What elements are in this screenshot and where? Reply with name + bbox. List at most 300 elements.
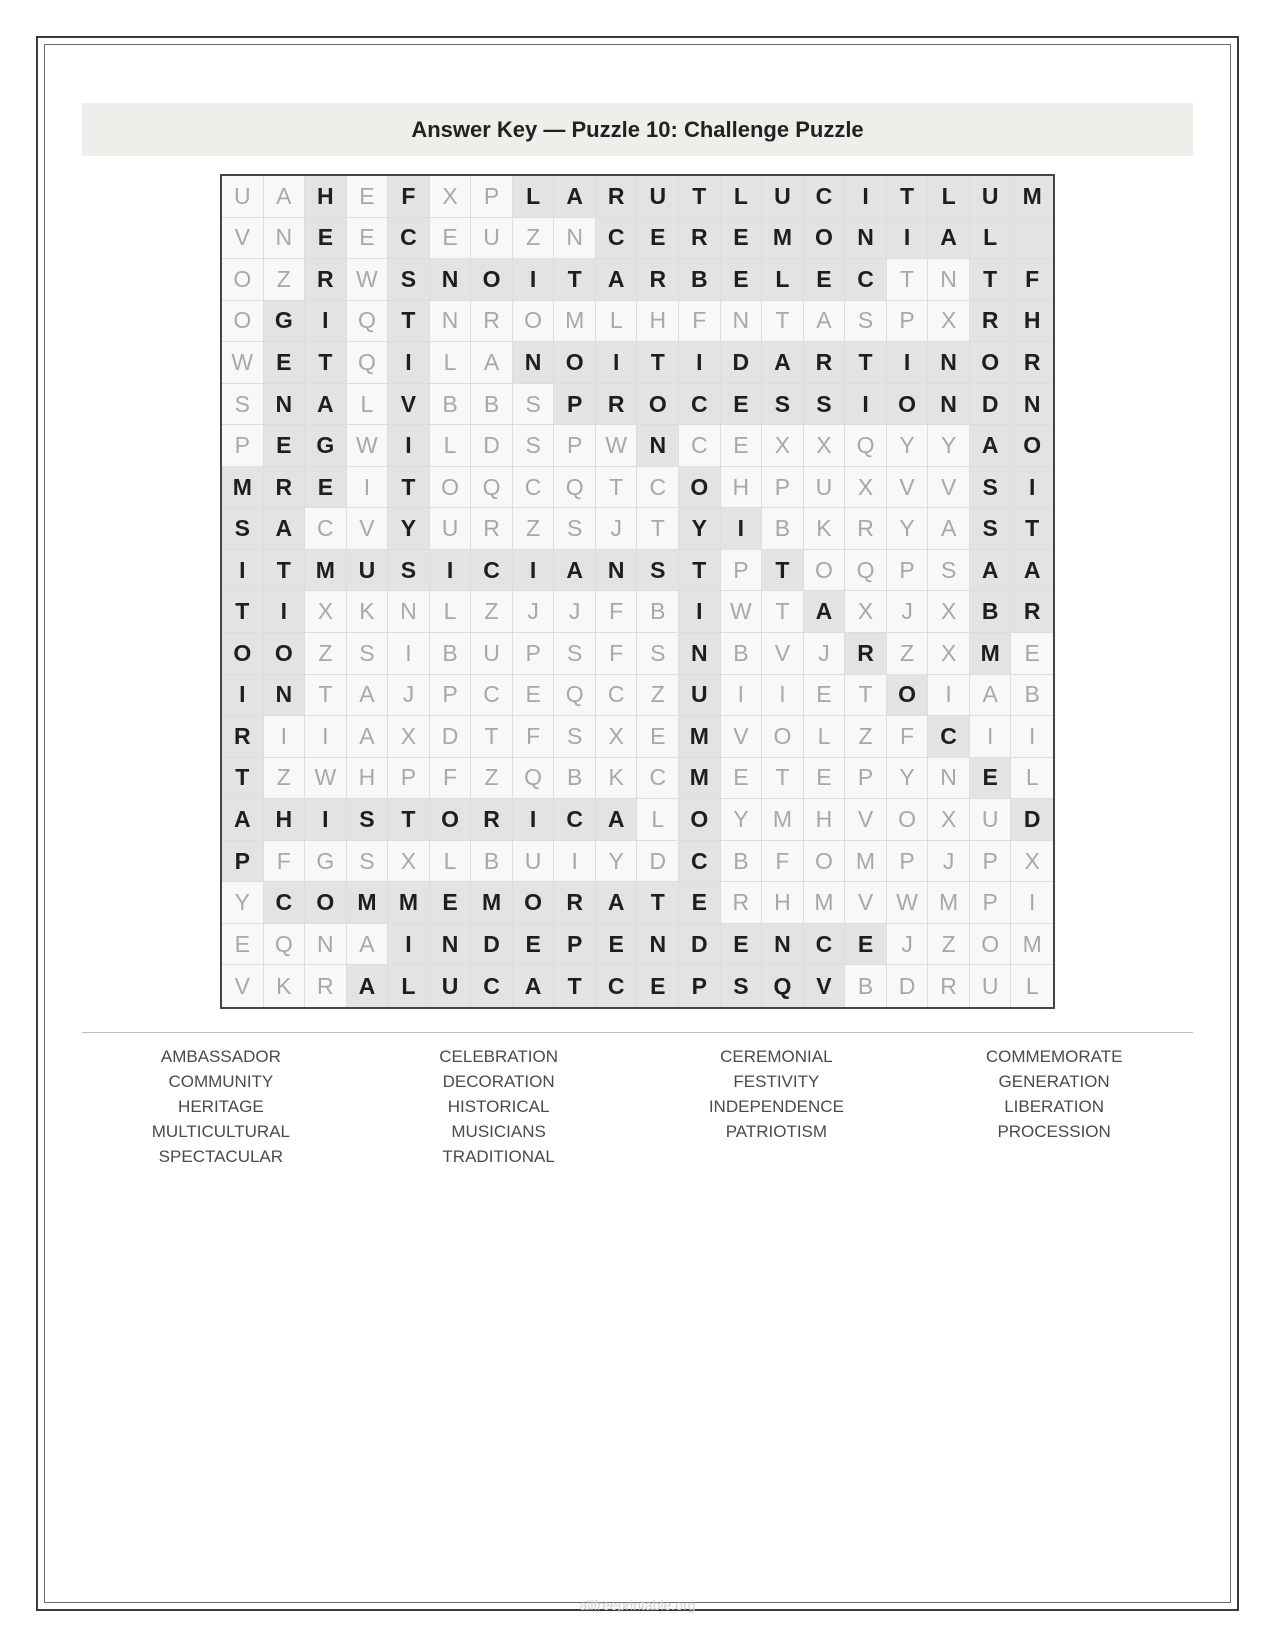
grid-cell: N (264, 218, 306, 260)
grid-cell-highlighted: N (637, 924, 679, 966)
grid-cell-highlighted: E (637, 965, 679, 1007)
grid-cell-highlighted: C (679, 841, 721, 883)
grid-cell: B (430, 384, 472, 426)
grid-cell-highlighted: Q (762, 965, 804, 1007)
grid-cell: E (347, 218, 389, 260)
grid-cell-highlighted: I (513, 799, 555, 841)
letter-grid (222, 176, 1053, 1007)
grid-cell-highlighted: I (845, 384, 887, 426)
grid-cell: X (804, 425, 846, 467)
grid-cell-highlighted: O (970, 342, 1012, 384)
grid-cell: B (471, 384, 513, 426)
grid-cell-highlighted: C (804, 924, 846, 966)
grid-cell-highlighted: M (679, 716, 721, 758)
grid-cell: Z (264, 758, 306, 800)
grid-cell: E (1011, 633, 1053, 675)
grid-cell-highlighted: T (554, 259, 596, 301)
grid-cell: Y (928, 425, 970, 467)
grid-cell-highlighted: I (513, 550, 555, 592)
grid-cell: E (430, 218, 472, 260)
word-list-item (915, 1144, 1193, 1169)
grid-cell-highlighted: O (513, 882, 555, 924)
grid-cell-highlighted: U (762, 176, 804, 218)
grid-cell: H (762, 882, 804, 924)
grid-cell-highlighted: N (513, 342, 555, 384)
grid-cell-highlighted: E (430, 882, 472, 924)
grid-cell-highlighted: D (471, 924, 513, 966)
grid-cell-highlighted: T (222, 758, 264, 800)
grid-cell: Y (222, 882, 264, 924)
grid-cell: C (596, 675, 638, 717)
grid-cell: X (928, 633, 970, 675)
grid-cell-highlighted: E (721, 259, 763, 301)
grid-cell: L (1011, 758, 1053, 800)
grid-cell-highlighted: A (347, 965, 389, 1007)
grid-cell-highlighted: E (513, 924, 555, 966)
puzzle-title: Answer Key — Puzzle 10: Challenge Puzzle (411, 116, 864, 142)
grid-cell: J (388, 675, 430, 717)
grid-cell: W (887, 882, 929, 924)
grid-cell-highlighted: O (264, 633, 306, 675)
grid-cell: D (887, 965, 929, 1007)
grid-cell-highlighted: N (430, 259, 472, 301)
grid-cell: Z (637, 675, 679, 717)
grid-cell-highlighted: M (347, 882, 389, 924)
grid-cell: K (347, 591, 389, 633)
footer-watermark: allfreeprintable.org (579, 1597, 696, 1613)
grid-cell: P (887, 550, 929, 592)
grid-cell: V (347, 508, 389, 550)
grid-cell: M (554, 301, 596, 343)
grid-cell: X (928, 799, 970, 841)
grid-cell-highlighted: U (430, 965, 472, 1007)
grid-cell: U (430, 508, 472, 550)
grid-cell-highlighted: U (679, 675, 721, 717)
grid-cell: Q (347, 342, 389, 384)
grid-cell: I (554, 841, 596, 883)
grid-cell-highlighted: I (305, 301, 347, 343)
grid-cell-highlighted: N (1011, 384, 1053, 426)
grid-cell-highlighted: R (596, 176, 638, 218)
grid-cell-highlighted: O (887, 675, 929, 717)
grid-cell-highlighted: N (596, 550, 638, 592)
grid-cell-highlighted: C (264, 882, 306, 924)
grid-cell: B (721, 633, 763, 675)
grid-cell-highlighted: S (388, 259, 430, 301)
grid-cell: P (222, 425, 264, 467)
word-list-item: INDEPENDENCE (708, 1097, 844, 1116)
grid-cell-highlighted: I (887, 342, 929, 384)
grid-cell: A (347, 924, 389, 966)
grid-cell: Z (513, 508, 555, 550)
grid-cell: I (721, 675, 763, 717)
grid-cell: W (596, 425, 638, 467)
grid-cell-highlighted: S (804, 384, 846, 426)
grid-cell: I (970, 716, 1012, 758)
grid-cell-highlighted: T (845, 342, 887, 384)
grid-cell-highlighted: A (970, 550, 1012, 592)
word-list-item: CEREMONIAL (720, 1047, 833, 1066)
grid-cell: T (887, 259, 929, 301)
grid-cell-highlighted: R (471, 799, 513, 841)
grid-cell: B (1011, 675, 1053, 717)
grid-cell: L (430, 841, 472, 883)
word-list-item: MULTICULTURAL (151, 1122, 290, 1141)
grid-cell: H (804, 799, 846, 841)
grid-cell: E (637, 716, 679, 758)
grid-cell: V (222, 218, 264, 260)
grid-cell-highlighted: D (721, 342, 763, 384)
grid-cell-highlighted: T (679, 550, 721, 592)
grid-cell: T (762, 301, 804, 343)
grid-cell-highlighted: R (596, 384, 638, 426)
grid-cell: Y (887, 425, 929, 467)
grid-cell: W (222, 342, 264, 384)
grid-cell: S (554, 508, 596, 550)
grid-cell-highlighted: N (430, 924, 472, 966)
grid-cell-highlighted: O (679, 467, 721, 509)
grid-cell: H (347, 758, 389, 800)
grid-cell-highlighted: D (970, 384, 1012, 426)
grid-cell: S (513, 425, 555, 467)
word-list-item: HISTORICAL (447, 1097, 550, 1116)
grid-cell: O (970, 924, 1012, 966)
grid-cell-highlighted: O (222, 633, 264, 675)
grid-cell: P (970, 841, 1012, 883)
grid-cell-highlighted: R (222, 716, 264, 758)
grid-cell-highlighted: L (928, 176, 970, 218)
word-list-item: MUSICIANS (451, 1122, 546, 1141)
grid-cell: L (347, 384, 389, 426)
grid-cell-highlighted: N (637, 425, 679, 467)
grid-cell-highlighted: B (970, 591, 1012, 633)
grid-cell: S (637, 633, 679, 675)
grid-cell-highlighted: C (928, 716, 970, 758)
grid-cell: Z (471, 591, 513, 633)
grid-cell: W (721, 591, 763, 633)
grid-cell: T (845, 675, 887, 717)
grid-cell: N (388, 591, 430, 633)
grid-cell: L (637, 799, 679, 841)
grid-cell: S (845, 301, 887, 343)
grid-cell-highlighted: S (347, 799, 389, 841)
word-list-item: AMBASSADOR (160, 1047, 281, 1066)
grid-cell: M (1011, 924, 1053, 966)
grid-cell-highlighted: E (305, 218, 347, 260)
grid-cell-highlighted: C (596, 218, 638, 260)
grid-cell: A (970, 675, 1012, 717)
grid-cell-highlighted: C (679, 384, 721, 426)
grid-cell-highlighted: S (637, 550, 679, 592)
grid-cell-highlighted: C (804, 176, 846, 218)
grid-cell: W (347, 259, 389, 301)
grid-cell: Z (471, 758, 513, 800)
grid-cell: M (762, 799, 804, 841)
grid-cell-highlighted: N (679, 633, 721, 675)
grid-cell: E (804, 758, 846, 800)
word-list-item: HERITAGE (178, 1097, 264, 1116)
grid-cell-highlighted: G (264, 301, 306, 343)
grid-cell: V (721, 716, 763, 758)
grid-cell: C (637, 758, 679, 800)
word-list-item: FESTIVITY (733, 1072, 820, 1091)
grid-cell: U (471, 218, 513, 260)
grid-cell: B (762, 508, 804, 550)
grid-cell-highlighted: C (554, 799, 596, 841)
grid-cell: V (887, 467, 929, 509)
grid-cell: B (845, 965, 887, 1007)
grid-cell-highlighted: M (679, 758, 721, 800)
grid-cell: P (471, 176, 513, 218)
grid-cell-highlighted: E (804, 259, 846, 301)
grid-cell-highlighted: N (264, 384, 306, 426)
grid-cell: J (804, 633, 846, 675)
grid-cell: I (388, 633, 430, 675)
grid-cell-highlighted: T (305, 342, 347, 384)
grid-cell-highlighted: B (679, 259, 721, 301)
grid-cell-highlighted: O (804, 218, 846, 260)
grid-cell: C (471, 675, 513, 717)
grid-cell: U (804, 467, 846, 509)
grid-cell-highlighted: A (596, 882, 638, 924)
word-list-item: SPECTACULAR (158, 1147, 284, 1166)
grid-cell-highlighted: I (721, 508, 763, 550)
grid-cell-highlighted: E (679, 882, 721, 924)
grid-cell-highlighted: U (970, 176, 1012, 218)
grid-cell-highlighted: R (679, 218, 721, 260)
grid-cell: A (347, 716, 389, 758)
grid-cell-highlighted: S (970, 467, 1012, 509)
word-list (82, 1044, 1193, 1169)
grid-cell-highlighted: I (388, 924, 430, 966)
grid-cell: Q (264, 924, 306, 966)
grid-cell: A (264, 176, 306, 218)
grid-cell: O (430, 467, 472, 509)
grid-cell-highlighted: I (264, 591, 306, 633)
grid-cell: U (222, 176, 264, 218)
grid-cell: Q (845, 425, 887, 467)
grid-cell-highlighted (1011, 218, 1053, 260)
grid-cell: R (305, 965, 347, 1007)
grid-cell-highlighted: O (471, 259, 513, 301)
grid-cell: F (679, 301, 721, 343)
grid-cell: R (721, 882, 763, 924)
grid-cell: V (928, 467, 970, 509)
grid-cell: T (596, 467, 638, 509)
grid-cell: X (305, 591, 347, 633)
grid-cell-highlighted: I (513, 259, 555, 301)
grid-cell-highlighted: R (845, 633, 887, 675)
grid-cell: N (305, 924, 347, 966)
title-banner (82, 103, 1193, 156)
grid-cell: Q (471, 467, 513, 509)
grid-cell: X (1011, 841, 1053, 883)
grid-cell: E (721, 425, 763, 467)
grid-cell-highlighted: P (222, 841, 264, 883)
grid-cell: W (305, 758, 347, 800)
grid-cell: R (471, 301, 513, 343)
grid-cell-highlighted: I (430, 550, 472, 592)
grid-cell: B (471, 841, 513, 883)
grid-cell: P (970, 882, 1012, 924)
grid-cell-highlighted: U (347, 550, 389, 592)
grid-cell-highlighted: S (762, 384, 804, 426)
grid-cell-highlighted: M (222, 467, 264, 509)
grid-cell-highlighted: F (388, 176, 430, 218)
grid-cell: M (928, 882, 970, 924)
grid-cell: I (264, 716, 306, 758)
grid-cell: T (471, 716, 513, 758)
grid-cell: F (887, 716, 929, 758)
grid-cell-highlighted: S (721, 965, 763, 1007)
grid-cell-highlighted: L (970, 218, 1012, 260)
grid-cell: R (845, 508, 887, 550)
grid-cell: Z (513, 218, 555, 260)
grid-cell-highlighted: A (513, 965, 555, 1007)
grid-cell: L (430, 591, 472, 633)
grid-cell-highlighted: A (554, 550, 596, 592)
grid-cell: P (554, 425, 596, 467)
grid-cell: E (347, 176, 389, 218)
grid-cell-highlighted: N (845, 218, 887, 260)
word-list-item: DECORATION (442, 1072, 555, 1091)
grid-cell: K (264, 965, 306, 1007)
grid-cell: S (347, 841, 389, 883)
grid-cell-highlighted: R (264, 467, 306, 509)
grid-cell: X (845, 591, 887, 633)
grid-cell-highlighted: N (928, 384, 970, 426)
grid-cell-highlighted: E (637, 218, 679, 260)
grid-cell-highlighted: N (264, 675, 306, 717)
grid-cell-highlighted: S (222, 508, 264, 550)
grid-cell: K (596, 758, 638, 800)
grid-cell-highlighted: T (970, 259, 1012, 301)
grid-cell-highlighted: R (1011, 342, 1053, 384)
grid-cell: J (928, 841, 970, 883)
grid-cell: X (928, 301, 970, 343)
grid-cell-highlighted: S (970, 508, 1012, 550)
grid-cell-highlighted: H (1011, 301, 1053, 343)
grid-cell: L (1011, 965, 1053, 1007)
grid-cell-highlighted: R (804, 342, 846, 384)
grid-cell: L (430, 342, 472, 384)
grid-cell: C (513, 467, 555, 509)
grid-cell: F (430, 758, 472, 800)
grid-cell: T (637, 508, 679, 550)
grid-cell: L (430, 425, 472, 467)
grid-cell-highlighted: M (1011, 176, 1053, 218)
grid-cell-highlighted: T (388, 799, 430, 841)
grid-cell-highlighted: A (264, 508, 306, 550)
grid-cell-highlighted: P (554, 924, 596, 966)
grid-cell: I (762, 675, 804, 717)
grid-cell-highlighted: E (845, 924, 887, 966)
grid-cell-highlighted: M (970, 633, 1012, 675)
word-list-item: COMMUNITY (168, 1072, 274, 1091)
grid-cell-highlighted: Y (388, 508, 430, 550)
grid-cell: C (679, 425, 721, 467)
grid-cell-highlighted: A (762, 342, 804, 384)
grid-cell-highlighted: A (554, 176, 596, 218)
grid-cell-highlighted: T (762, 550, 804, 592)
grid-cell-highlighted: I (887, 218, 929, 260)
grid-cell: B (637, 591, 679, 633)
grid-cell-highlighted: A (1011, 550, 1053, 592)
grid-cell: D (430, 716, 472, 758)
grid-cell: L (804, 716, 846, 758)
grid-cell: I (928, 675, 970, 717)
grid-cell: X (388, 841, 430, 883)
grid-cell-highlighted: P (679, 965, 721, 1007)
grid-cell-highlighted: A (804, 591, 846, 633)
grid-cell: C (637, 467, 679, 509)
grid-cell-highlighted: C (596, 965, 638, 1007)
grid-cell-highlighted: A (928, 218, 970, 260)
grid-cell: N (430, 301, 472, 343)
grid-cell: F (513, 716, 555, 758)
grid-cell-highlighted: T (388, 467, 430, 509)
word-list-item: PATRIOTISM (725, 1122, 828, 1141)
grid-cell: M (804, 882, 846, 924)
grid-cell: F (264, 841, 306, 883)
grid-cell: Y (887, 758, 929, 800)
grid-cell: B (430, 633, 472, 675)
grid-cell-highlighted: C (471, 550, 513, 592)
word-list-item: GENERATION (998, 1072, 1110, 1091)
grid-cell-highlighted: V (388, 384, 430, 426)
grid-cell-highlighted: R (1011, 591, 1053, 633)
grid-cell-highlighted: R (554, 882, 596, 924)
grid-cell: T (305, 675, 347, 717)
word-list-item: TRADITIONAL (442, 1147, 555, 1166)
grid-cell-highlighted: O (1011, 425, 1053, 467)
grid-cell: G (305, 841, 347, 883)
grid-cell-highlighted: E (264, 425, 306, 467)
grid-cell: X (596, 716, 638, 758)
grid-cell: S (928, 550, 970, 592)
grid-cell-highlighted: H (264, 799, 306, 841)
grid-cell-highlighted: T (554, 965, 596, 1007)
grid-cell: Q (347, 301, 389, 343)
grid-cell: F (596, 633, 638, 675)
grid-cell: P (887, 841, 929, 883)
grid-cell: X (430, 176, 472, 218)
grid-cell: X (762, 425, 804, 467)
grid-cell-highlighted: A (222, 799, 264, 841)
grid-cell: I (1011, 882, 1053, 924)
grid-cell-highlighted: D (679, 924, 721, 966)
grid-cell-highlighted: A (596, 259, 638, 301)
grid-cell: O (887, 799, 929, 841)
grid-cell: P (388, 758, 430, 800)
grid-cell-highlighted: E (721, 218, 763, 260)
grid-cell: J (887, 924, 929, 966)
grid-cell-highlighted: C (845, 259, 887, 301)
grid-cell: F (762, 841, 804, 883)
grid-cell-highlighted: O (887, 384, 929, 426)
grid-cell: A (804, 301, 846, 343)
grid-cell: O (222, 259, 264, 301)
grid-cell: P (845, 758, 887, 800)
grid-cell: Z (887, 633, 929, 675)
grid-cell: R (471, 508, 513, 550)
grid-cell: M (845, 841, 887, 883)
grid-cell-highlighted: O (679, 799, 721, 841)
grid-cell: Q (513, 758, 555, 800)
grid-cell: I (1011, 716, 1053, 758)
grid-cell: Z (845, 716, 887, 758)
grid-cell: O (222, 301, 264, 343)
